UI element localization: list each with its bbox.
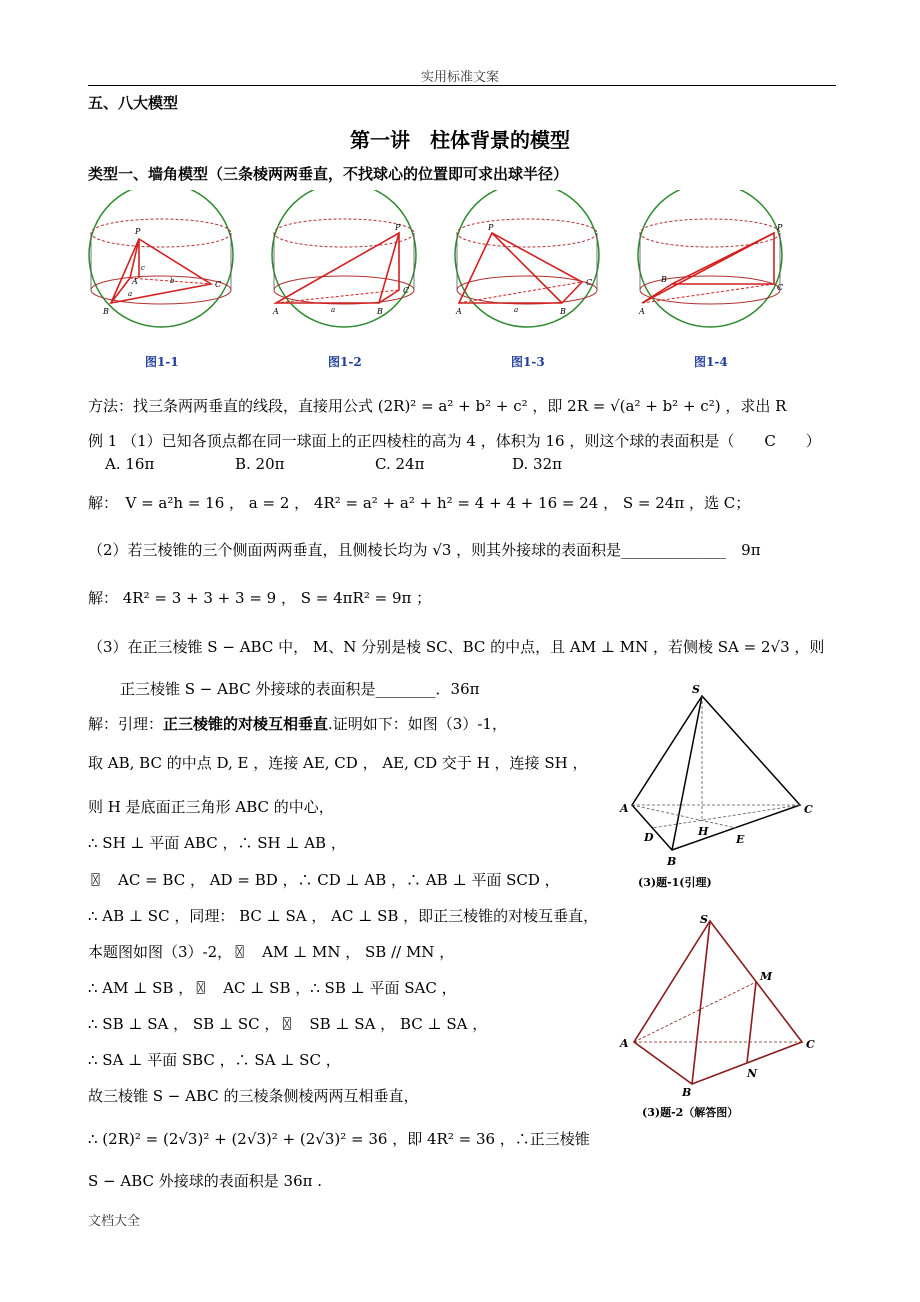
figure-1-1 xyxy=(89,190,233,327)
method-text: 方法：找三条两两垂直的线段，直接用公式 (2R)² = a² + b² + c² ，即 2R = √(a² + b² + c²) ，求出 R xyxy=(88,397,787,415)
page-header: 实用标准文案 xyxy=(420,70,499,85)
figure-3-2-svg xyxy=(610,905,830,1125)
svg-text:N: N xyxy=(747,1067,758,1080)
svg-text:a: a xyxy=(128,290,133,298)
caption-1-2: 图1-2 xyxy=(328,355,362,369)
solution-line-3: ∴ SH ⊥ 平面 ABC ，∴ SH ⊥ AB ， xyxy=(88,834,346,852)
svg-text:B: B xyxy=(103,307,109,316)
option-c: C. 24π xyxy=(375,455,425,473)
svg-text:C: C xyxy=(806,1038,815,1051)
svg-text:M: M xyxy=(760,970,773,983)
svg-text:A: A xyxy=(620,802,629,815)
svg-text:C: C xyxy=(403,286,410,295)
option-a: A. 16π xyxy=(105,455,155,473)
example-3-question-line2: 正三棱锥 S − ABC 外接球的表面积是________．36π xyxy=(120,680,480,698)
svg-text:B: B xyxy=(560,307,566,316)
figure-3-1 xyxy=(610,680,830,899)
figure-3-2 xyxy=(610,905,830,1129)
svg-text:P: P xyxy=(395,223,401,232)
svg-text:S: S xyxy=(700,913,708,926)
page-footer: 文档大全 xyxy=(88,1214,141,1229)
solution-line-9: ∴ SA ⊥ 平面 SBC ，∴ SA ⊥ SC ， xyxy=(88,1051,341,1069)
svg-text:a: a xyxy=(514,306,519,314)
svg-text:D: D xyxy=(644,831,654,844)
svg-text:A: A xyxy=(620,1037,629,1050)
solution-line-11: ∴ (2R)² = (2√3)² + (2√3)² + (2√3)² = 36 ，即 4R² = 36 ，∴正三棱锥 xyxy=(88,1130,590,1148)
svg-text:A: A xyxy=(132,277,138,286)
svg-text:P: P xyxy=(135,227,141,236)
figure-3-2-caption: (3)题-2（解答图） xyxy=(642,1106,739,1119)
svg-text:A: A xyxy=(273,307,279,316)
svg-text:B: B xyxy=(661,275,667,284)
figure-1-2 xyxy=(272,190,416,327)
svg-text:P: P xyxy=(777,223,783,232)
lemma-bold: 正三棱锥的对棱互相垂直 xyxy=(163,715,329,733)
example-3-question-line1: （3）在正三棱锥 S − ABC 中， M、N 分别是棱 SC、BC 的中点，且 AM ⊥ MN ，若侧棱 SA = 2√3 ，则 xyxy=(88,638,825,656)
type-heading: 类型一、墙角模型（三条棱两两垂直，不找球心的位置即可求出球半径） xyxy=(88,165,569,183)
svg-text:E: E xyxy=(736,833,745,846)
example-1-solution: 解： V = a²h = 16 ， a = 2 ， 4R² = a² + a² + h² = 4 + 4 + 16 = 24 ， S = 24π ，选 C； xyxy=(88,494,751,512)
svg-text:C: C xyxy=(804,803,813,816)
option-d: D. 32π xyxy=(512,455,562,473)
solution-line-6: 本题图如图（3）-2，〿 AM ⊥ MN ， SB // MN ， xyxy=(88,943,455,961)
svg-text:A: A xyxy=(456,307,462,316)
svg-text:A: A xyxy=(639,307,645,316)
figure-1-4 xyxy=(638,190,783,327)
caption-1-3: 图1-3 xyxy=(511,355,545,369)
solution-line-7: ∴ AM ⊥ SB ，〿 AC ⊥ SB ，∴ SB ⊥ 平面 SAC ， xyxy=(88,979,457,997)
svg-text:S: S xyxy=(692,683,700,696)
svg-text:c: c xyxy=(141,264,145,272)
svg-text:B: B xyxy=(377,307,383,316)
figure-3-1-svg xyxy=(610,680,830,895)
svg-text:C: C xyxy=(777,283,784,292)
svg-text:B: B xyxy=(667,855,677,868)
header-rule xyxy=(88,85,836,86)
section-heading: 五、八大模型 xyxy=(88,94,179,112)
solution-line-0: 解：引理：正三棱锥的对棱互相垂直.证明如下：如图（3）-1， xyxy=(88,715,507,733)
svg-text:H: H xyxy=(698,825,709,838)
caption-1-4: 图1-4 xyxy=(694,355,728,369)
example-2-solution: 解： 4R² = 3 + 3 + 3 = 9 ， S = 4πR² = 9π ； xyxy=(88,589,432,607)
example-1-question: 例 1 （1）已知各顶点都在同一球面上的正四棱柱的高为 4 ，体积为 16 ，则这个球的表面积是（ C ） xyxy=(88,432,821,450)
solution-line-2: 则 H 是底面正三角形 ABC 的中心， xyxy=(88,798,334,816)
sphere-figures-svg xyxy=(88,190,808,375)
solution-line-12: S − ABC 外接球的表面积是 36π . xyxy=(88,1172,323,1190)
example-2-question: （2）若三棱锥的三个侧面两两垂直，且侧棱长均为 √3 ，则其外接球的表面积是______________ 9π xyxy=(88,541,761,559)
solution-line-5: ∴ AB ⊥ SC ，同理： BC ⊥ SA ， AC ⊥ SB ，即正三棱锥的对棱互垂直， xyxy=(88,907,599,925)
caption-1-1: 图1-1 xyxy=(145,355,179,369)
svg-text:b: b xyxy=(170,277,175,285)
svg-text:P: P xyxy=(488,223,494,232)
svg-text:C: C xyxy=(215,280,222,289)
page-title: 第一讲 柱体背景的模型 xyxy=(350,128,570,152)
solution-line-10: 故三棱锥 S − ABC 的三棱条侧棱两两互相垂直， xyxy=(88,1087,419,1105)
figure-1-3 xyxy=(455,190,599,327)
svg-text:C: C xyxy=(586,278,593,287)
solution-line-4: 〿 AC = BC ， AD = BD ，∴ CD ⊥ AB ，∴ AB ⊥ 平面 SCD ， xyxy=(88,871,560,889)
figure-3-1-caption: (3)题-1(引理) xyxy=(638,876,712,889)
solution-line-1: 取 AB, BC 的中点 D, E ，连接 AE, CD ， AE, CD 交于 H ，连接 SH ， xyxy=(88,754,588,772)
option-b: B. 20π xyxy=(235,455,285,473)
svg-text:a: a xyxy=(331,306,336,314)
svg-text:B: B xyxy=(682,1086,692,1099)
solution-line-8: ∴ SB ⊥ SA ， SB ⊥ SC ，〿 SB ⊥ SA ， BC ⊥ SA ， xyxy=(88,1015,488,1033)
sphere-figures xyxy=(88,190,808,379)
